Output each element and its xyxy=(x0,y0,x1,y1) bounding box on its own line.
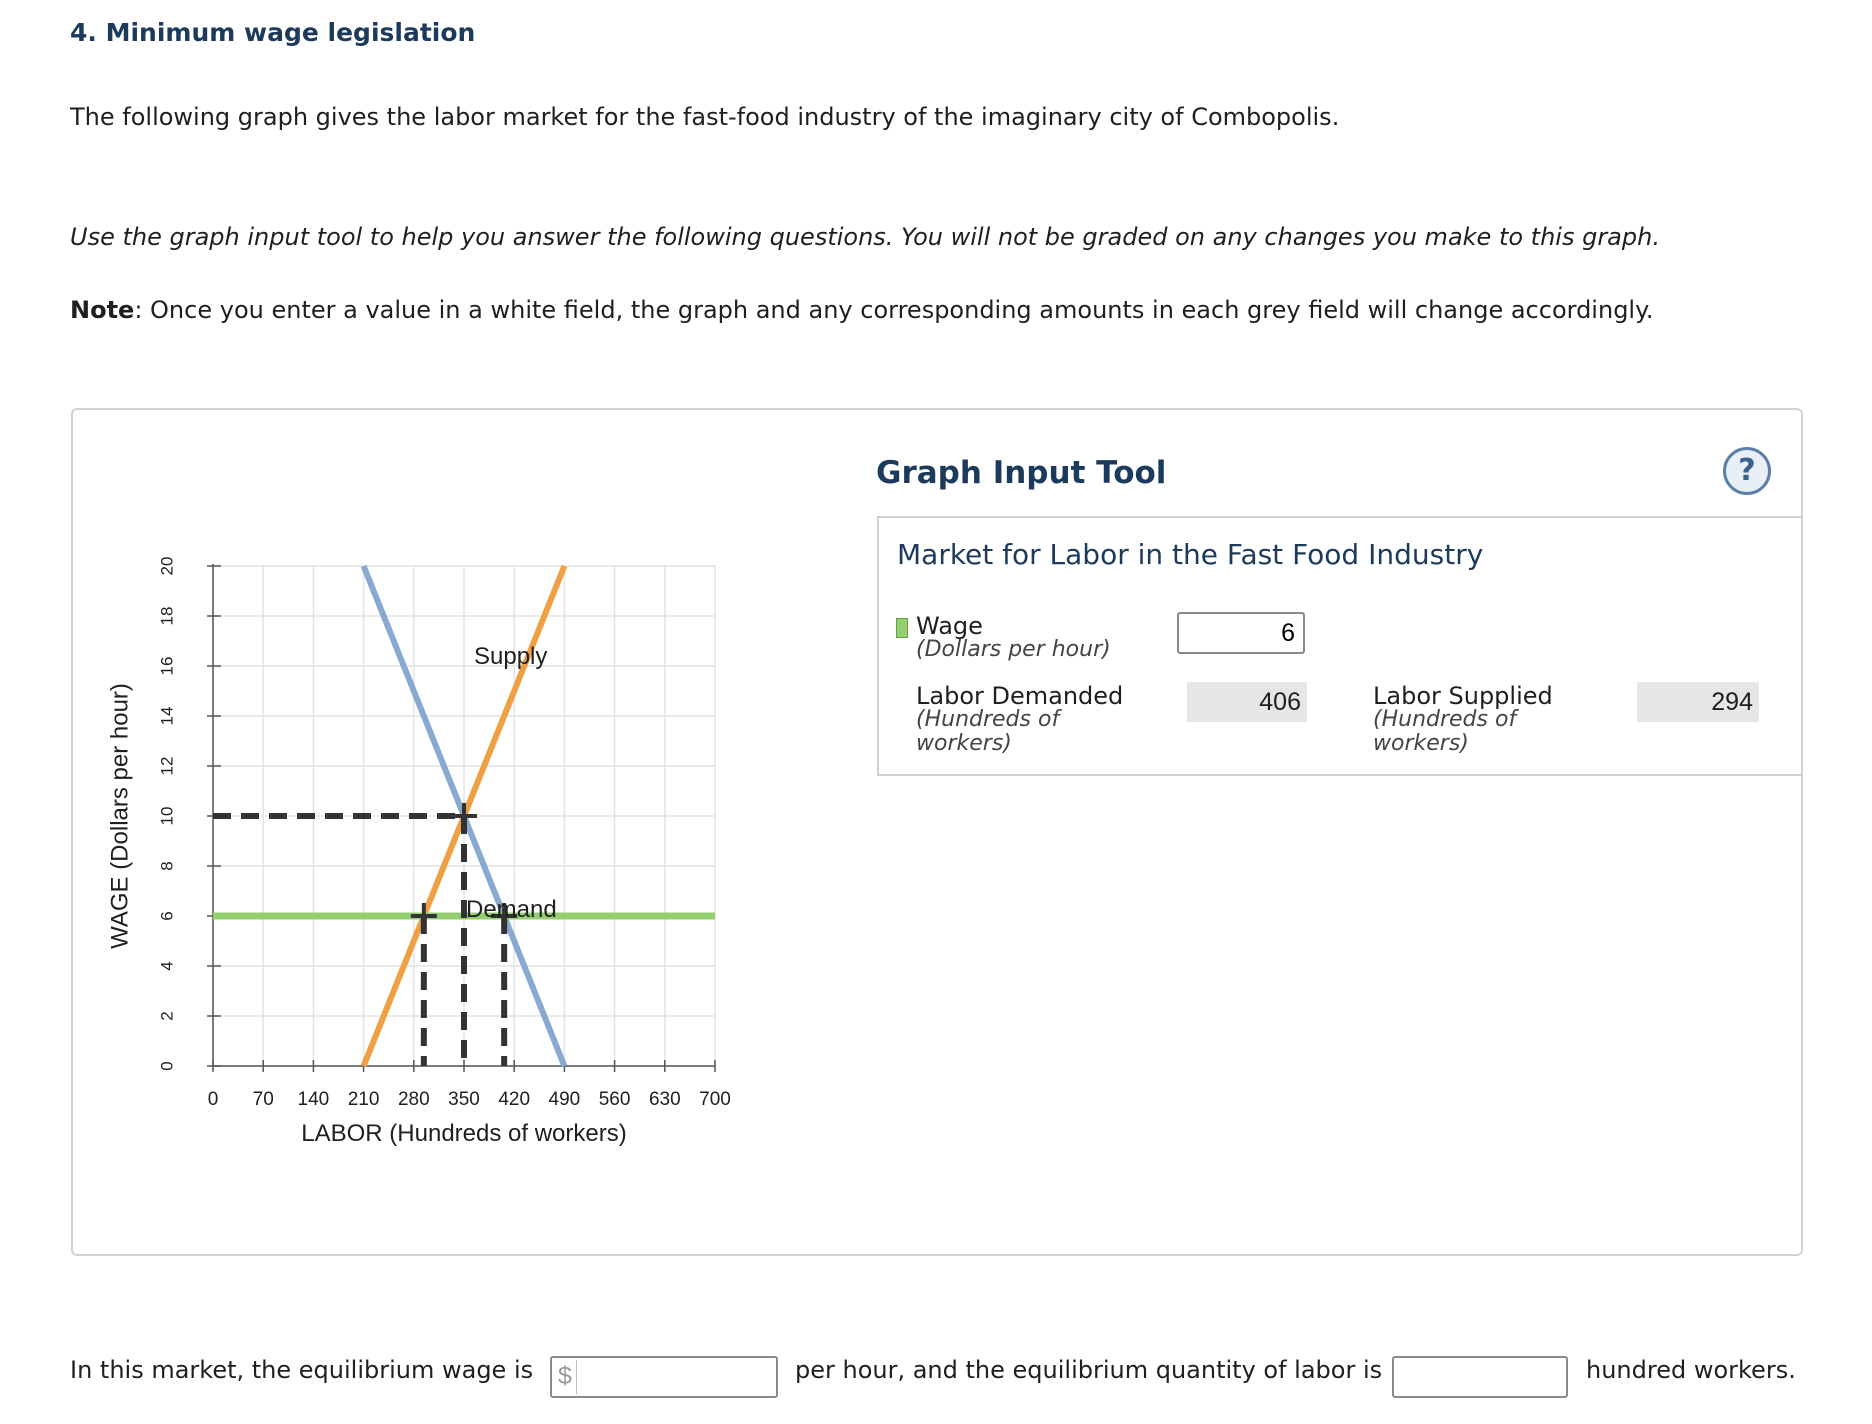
note-body: : Once you enter a value in a white field, the graph and any corresponding amounts in each grey field will change accordingly. xyxy=(134,296,1654,324)
supply-wage-marker xyxy=(411,903,437,929)
labor-supplied-unit-2: workers) xyxy=(1373,731,1469,756)
labor-demanded-unit-2: workers) xyxy=(916,731,1012,756)
x-tick-label: 420 xyxy=(498,1089,531,1110)
wage-unit: (Dollars per hour) xyxy=(916,637,1111,662)
x-tick-label: 280 xyxy=(397,1089,430,1110)
graph-input-tool xyxy=(877,516,1803,776)
labor-demanded-label: Labor Demanded xyxy=(916,682,1124,710)
x-tick-label: 560 xyxy=(598,1089,631,1110)
wage-label: Wage xyxy=(916,612,983,640)
x-tick-label: 70 xyxy=(252,1089,274,1110)
intro-text: The following graph gives the labor market for the fast-food industry of the imaginary city of Combopolis. xyxy=(70,103,1340,131)
labor-demanded-value: 406 xyxy=(1187,682,1307,722)
x-tick-label: 630 xyxy=(648,1089,681,1110)
x-tick-label: 0 xyxy=(207,1089,219,1110)
y-tick-label: 10 xyxy=(157,806,177,826)
wage-color-swatch xyxy=(896,618,908,638)
labor-demanded-unit-1: (Hundreds of xyxy=(916,707,1060,732)
answer-text-2: per hour, and the equilibrium quantity of labor is xyxy=(795,1356,1383,1384)
dollar-divider xyxy=(576,1360,577,1394)
x-tick-label: 210 xyxy=(347,1089,380,1110)
note-label: Note xyxy=(70,296,135,324)
y-tick-label: 20 xyxy=(157,556,177,576)
x-axis-title: LABOR (Hundreds of workers) xyxy=(301,1120,627,1147)
chart-ticks xyxy=(157,557,730,1110)
x-tick-label: 350 xyxy=(448,1089,480,1110)
y-tick-label: 0 xyxy=(157,1061,177,1071)
y-axis-title: WAGE (Dollars per hour) xyxy=(106,683,134,949)
chart-guides xyxy=(213,816,504,1066)
answer-text-3: hundred workers. xyxy=(1586,1356,1796,1384)
equilibrium-wage-input[interactable] xyxy=(550,1356,778,1398)
y-tick-label: 4 xyxy=(157,961,177,971)
x-tick-label: 140 xyxy=(297,1089,330,1110)
answer-text-1: In this market, the equilibrium wage is xyxy=(70,1356,534,1384)
wage-input[interactable] xyxy=(1177,612,1305,654)
x-tick-label: 700 xyxy=(699,1089,731,1110)
y-tick-label: 18 xyxy=(157,606,177,626)
labor-supplied-unit-1: (Hundreds of xyxy=(1373,707,1517,732)
y-tick-label: 2 xyxy=(157,1011,177,1021)
y-tick-label: 8 xyxy=(157,861,177,871)
instruction-text: Use the graph input tool to help you answer the following questions. You will not be graded on any changes you make to this graph. xyxy=(70,223,1660,251)
y-tick-label: 16 xyxy=(157,656,177,676)
equilibrium-quantity-input[interactable] xyxy=(1392,1356,1568,1398)
help-button[interactable]: ? xyxy=(1723,447,1771,495)
graph-input-tool-title: Graph Input Tool xyxy=(876,455,1167,491)
dollar-sign: $ xyxy=(558,1362,572,1390)
labor-supplied-value: 294 xyxy=(1637,682,1759,722)
y-tick-label: 12 xyxy=(157,756,177,776)
supply-curve-label: Supply xyxy=(474,643,548,670)
equilibrium-marker xyxy=(451,803,477,829)
demand-curve-label: Demand xyxy=(466,896,557,923)
y-tick-label: 6 xyxy=(157,911,177,921)
x-tick-label: 490 xyxy=(548,1089,581,1110)
tool-heading: Market for Labor in the Fast Food Industry xyxy=(897,538,1484,571)
question-title: 4. Minimum wage legislation xyxy=(70,18,476,47)
labor-supplied-label: Labor Supplied xyxy=(1373,682,1553,710)
y-tick-label: 14 xyxy=(157,706,177,726)
